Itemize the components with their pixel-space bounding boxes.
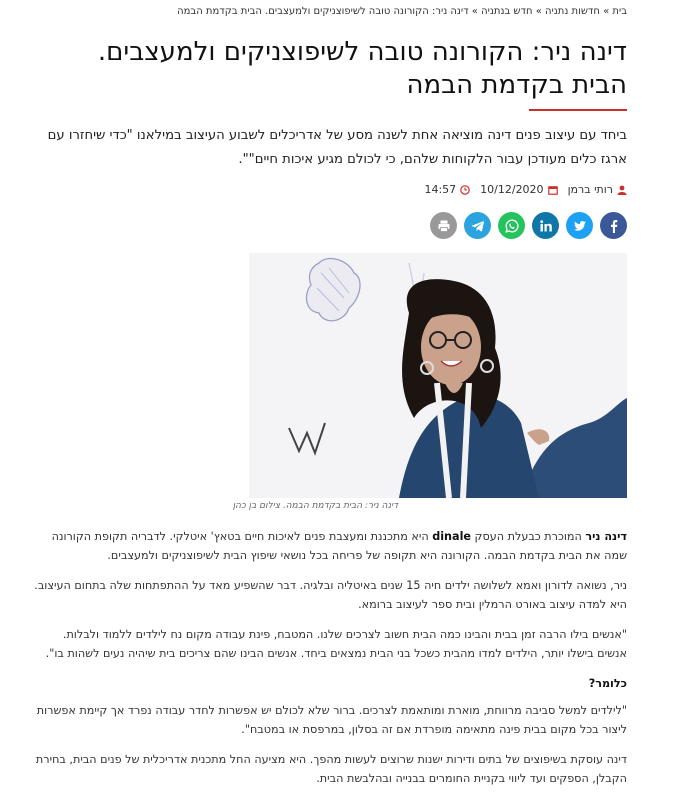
photo-caption: דינה ניר: הבית בקדמת הבמה. צילום בן כהן	[232, 501, 398, 511]
breadcrumb-separator: »	[471, 6, 478, 17]
breadcrumb-separator: »	[603, 6, 610, 17]
twitter-icon	[573, 219, 587, 233]
twitter-share-button[interactable]	[566, 212, 593, 239]
telegram-share-button[interactable]	[464, 212, 491, 239]
whatsapp-share-button[interactable]	[498, 212, 525, 239]
article-body	[30, 527, 627, 799]
publish-time: 14:57	[424, 183, 457, 196]
title-line-1: דינה ניר: הקורונה טובה לשיפוצניקים ולמעצבים.	[97, 37, 627, 67]
date-meta	[480, 183, 557, 196]
body-subheading: כלומר?	[588, 677, 627, 690]
publish-date: 10/12/2020	[480, 183, 544, 196]
breadcrumb-home[interactable]: בית	[612, 6, 627, 17]
page-title	[30, 36, 627, 102]
share-buttons	[430, 212, 627, 239]
calendar-icon	[548, 185, 558, 195]
linkedin-icon	[539, 219, 553, 233]
title-line-2: הבית בקדמת הבמה	[406, 70, 627, 100]
brand-name: dinale	[432, 530, 471, 543]
breadcrumb-netanya-news[interactable]: חדשות נתניה	[545, 6, 600, 17]
breadcrumb-new-in-netanya[interactable]: חדש בנתניה	[481, 6, 533, 17]
breadcrumb-separator: »	[535, 6, 542, 17]
time-meta	[424, 183, 470, 196]
body-paragraph-5: דינה עוסקת בשיפוצים של בתים ודירות ישנות שרוצים לעשות מהפך. היא מציעה החל מתכנית אדריכלית של פנים הבית, בחירת הקבלן, הספקים ועד ליווי בקניית החומרים בבנייה ובהלבשת הבית.	[35, 753, 627, 785]
facebook-share-button[interactable]	[600, 212, 627, 239]
linkedin-share-button[interactable]	[532, 212, 559, 239]
print-share-button[interactable]	[430, 212, 457, 239]
author-name[interactable]: רותי ברמן	[567, 183, 613, 196]
breadcrumb-current: דינה ניר: הקורונה טובה לשיפוצניקים ולמעצבים. הבית בקדמת הבמה	[177, 6, 469, 17]
body-text: היא מתכננת ומעצבת פנים לאיכות חיים בטאץ' איטלקי. לדבריה תקופת הקורונה שמה את הבית בקדמת הבמה. הקורונה היא תקופה של פריחה בכל נושאי שיפוץ הבית לשיפוצניקים ולמעצבים.	[51, 530, 627, 562]
body-paragraph-1	[30, 527, 627, 565]
breadcrumb	[177, 6, 627, 17]
telegram-icon	[471, 219, 485, 233]
title-underline	[529, 109, 627, 111]
body-text: המוכרת כבעלת העסק	[471, 530, 586, 543]
author-meta	[568, 183, 627, 196]
article-lead: ביחד עם עיצוב פנים דינה מוציאה אחת לשנה מסע של אדריכלים לשבוע העיצוב במילאנו "כדי שיחזרו עם ארגז כלים מעודכן עבור הלקוחות שלהם, כי לכולם מגיע איכות חיים"".	[47, 128, 627, 167]
print-icon	[437, 219, 451, 233]
body-paragraph-4: "לילדים למשל סביבה מרווחת, מוארת ומותאמת לצרכים. ברור שלא לכולם יש אפשרות לחדר עבודה נפרד אך קיימת אפשרות ליצור בכל מקום בבית פינה מתאימה מופרדת אם זה בסלון, במרפסת או במטבח".	[36, 704, 627, 736]
body-paragraph-3: "אנשים בילו הרבה זמן בבית והבינו כמה הבית חשוב לצרכים שלנו. המטבח, פינת עבודה מקום נח לילדים ללמוד ולבלות. אנשים בישלו יותר, הילדים למדו מהבית כשכל בני הבית נמצאים ביחד. אנשים הבינו שהם צריכים בית שיהיה נעים לשהות בו".	[45, 628, 627, 660]
facebook-icon	[607, 219, 621, 233]
subject-name: דינה ניר	[585, 530, 627, 543]
article-photo-illustration	[249, 253, 627, 498]
body-paragraph-2: ניר, נשואה לדורון ואמא לשלושה ילדים חיה 15 שנים באיטליה ובלגיה. דבר שהשפיע מאד על ההתפתחות שלה בתחום העיצוב. היא למדה עיצוב באורט הרמלין ובית ספר לעיצוב ברומא.	[34, 579, 627, 611]
article-meta	[424, 183, 627, 196]
whatsapp-icon	[505, 219, 519, 233]
clock-icon	[460, 185, 470, 195]
article-photo	[249, 253, 627, 498]
user-icon	[617, 185, 627, 195]
